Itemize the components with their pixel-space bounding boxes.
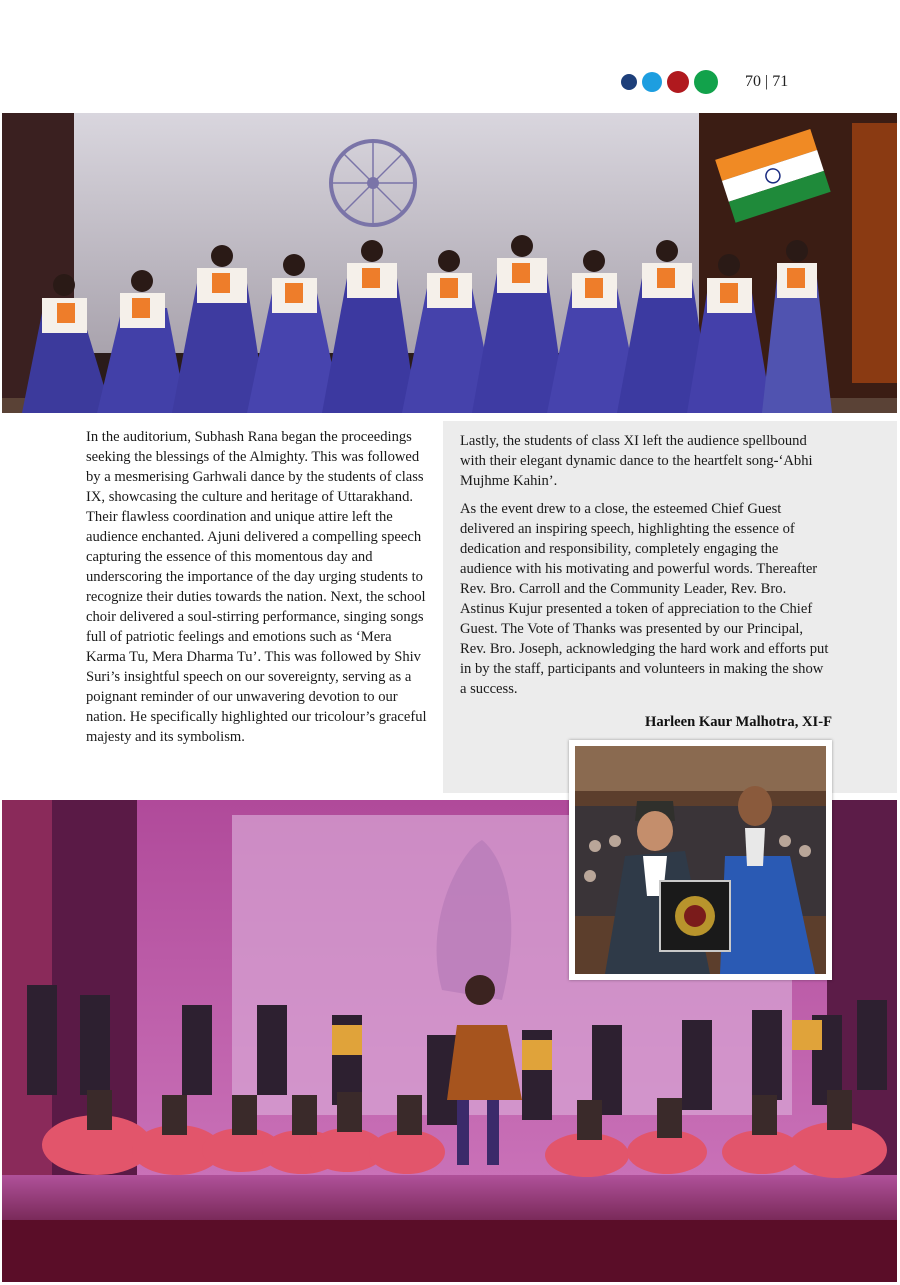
green-dot: [694, 70, 718, 94]
article-paragraph: Lastly, the students of class XI left the audience spellbound with their elegant dynamic dance to the heartfelt song-‘Abhi Mujhme Kahin’.: [460, 433, 813, 489]
page-number: 70 | 71: [745, 73, 789, 90]
blue-dot: [642, 72, 662, 92]
left-column-text: [86, 427, 432, 755]
dance-performance-photo-icon: [2, 113, 897, 413]
article-paragraph: As the event drew to a close, the esteemed Chief Guest delivered an inspiring speech, highlighting the essence of dedication and responsibility, completely engaging the audience with his motivating and powerful words. Thereafter Rev. Bro. Carroll and the Community Leader, Rev. Bro. Astinus Kujur presented a token of appreciation to the Chief Guest. The Vote of Thanks was presented by our Principal, Rev. Bro. Joseph, acknowledging the hard work and efforts put in by the staff, participants and volunteers in making the show a success.: [460, 501, 829, 697]
navy-dot: [621, 74, 637, 90]
section-color-dots: [621, 71, 718, 93]
top-dance-photo: [2, 113, 897, 413]
inset-photo-frame: [569, 740, 832, 980]
red-dot: [667, 71, 689, 93]
right-column-text: [460, 431, 832, 707]
article-paragraph: In the auditorium, Subhash Rana began the proceedings seeking the blessings of the Almighty. This was followed by a mesmerising Garhwali dance by the students of class IX, showcasing the culture and heritage of Uttarakhand. Their flawless coordination and unique attire left the audience enchanted. Ajuni delivered a compelling speech capturing the essence of this momentous day and underscoring the importance of the day urging students to recognize their duties towards the nation. Next, the school choir delivered a soul-stirring performance, singing songs full of patriotic feelings and emotions such as ‘Mera Karma Tu, Mera Dharma Tu’. This was followed by Shiv Suri’s insightful speech on our sovereignty, serving as a poignant reminder of our unwavering devotion to our nation. He specifically highlighted our tricolour’s graceful majesty and its symbolism.: [86, 429, 427, 745]
author-byline: Harleen Kaur Malhotra, XI-F: [645, 714, 832, 730]
award-presentation-photo-icon: [575, 746, 826, 974]
